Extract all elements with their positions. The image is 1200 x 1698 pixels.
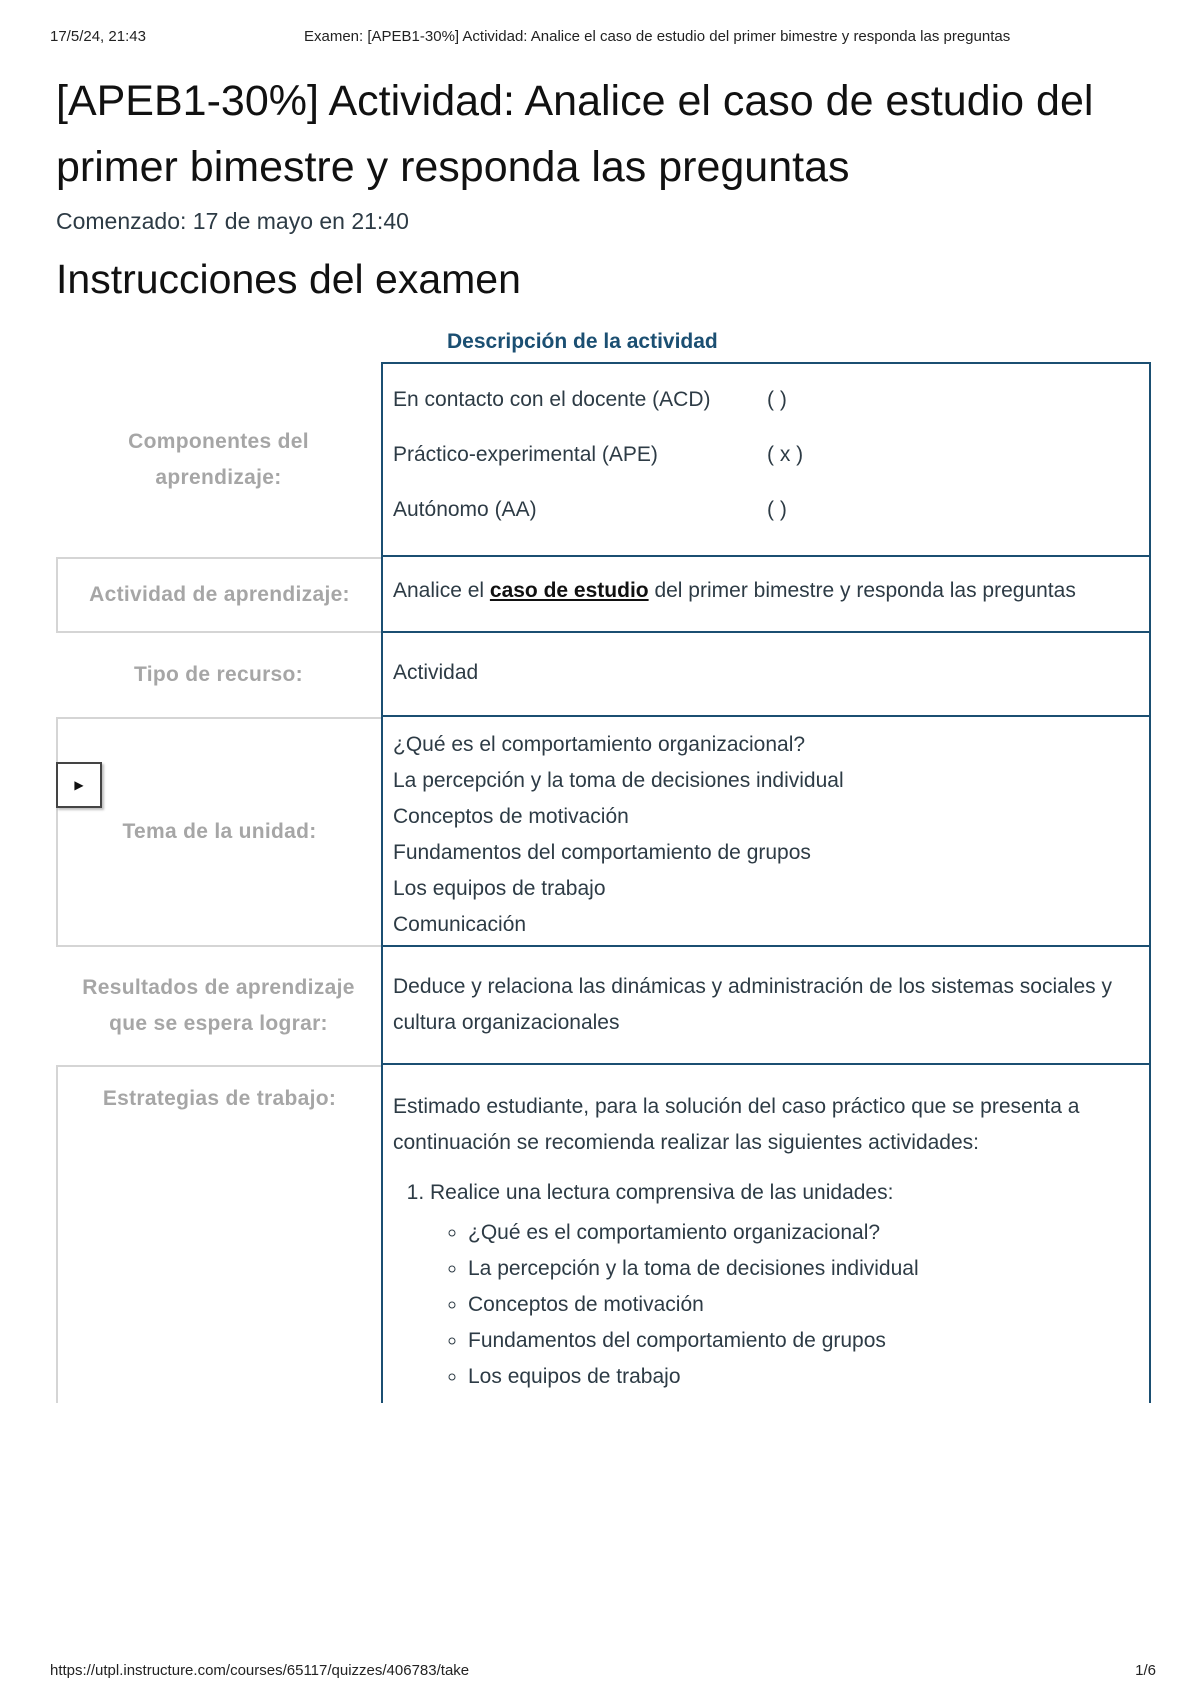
play-button[interactable] [56,762,102,808]
unit-topic-label: Tema de la unidad: [56,717,381,947]
unit-topic-value [381,717,1151,947]
work-strategies-value [381,1065,1151,1403]
learning-activity-text-after: del primer bimestre y responda las preguntas [648,579,1076,602]
resource-type-row [56,633,1151,717]
components-value [381,362,1151,557]
component-name: Autónomo (AA) [393,498,537,521]
quiz-title: [APEB1-30%] Actividad: Analice el caso de estudio del primer bimestre y responda las preguntas [56,77,1094,191]
topic-item: ¿Qué es el comportamiento organizacional? [393,733,806,756]
resource-type-label: Tipo de recurso: [134,663,303,686]
topic-item: Conceptos de motivación [393,805,629,828]
expected-results-row [56,947,1151,1065]
learning-activity-row [56,557,1151,633]
topic-item: Fundamentos del comportamiento de grupos [393,841,811,864]
work-steps-list [393,1175,1137,1395]
play-triangle-icon: ▶ [74,778,84,792]
unit-reading-item: ◦ Los equipos de trabajo [468,1359,1137,1395]
component-name: Práctico-experimental (APE) [393,443,658,466]
print-page-title: Examen: [APEB1-30%] Actividad: Analice el caso de estudio del primer bimestre y responda las preguntas [304,28,1011,45]
started-timestamp: Comenzado: 17 de mayo en 21:40 [56,208,409,234]
work-strategies-intro: Estimado estudiante, para la solución del caso práctico que se presenta a continuación se recomienda realizar las siguientes actividades: [393,1095,1080,1154]
component-ape [393,437,1137,473]
unit-reading-item: ◦ Fundamentos del comportamiento de grupos [468,1323,1137,1359]
instructions-heading: Instrucciones del examen [56,256,521,302]
work-strategies-row [56,1065,1151,1403]
component-mark: ( x ) [767,443,804,466]
expected-results-label: Resultados de aprendizaje que se espera lograr: [82,976,355,1035]
unit-reading-list [430,1215,1137,1395]
activity-table [56,362,1151,1403]
component-mark: ( ) [767,388,787,411]
learning-activity-value [381,557,1151,633]
expected-results-value: Deduce y relaciona las dinámicas y administración de los sistemas sociales y cultura organizacionales [381,947,1151,1065]
topic-item: La percepción y la toma de decisiones individual [393,769,844,792]
work-strategies-label: Estrategias de trabajo: [56,1065,381,1403]
print-page-number: 1/6 [1135,1662,1156,1679]
component-name: En contacto con el docente (ACD) [393,388,711,411]
work-step-text: Realice una lectura comprensiva de las unidades: [430,1181,894,1204]
resource-type-value: Actividad [381,633,1151,717]
activity-description-heading: Descripción de la actividad [447,330,718,353]
components-label: Componentes del aprendizaje: [128,429,309,489]
work-step [430,1175,1137,1395]
component-mark: ( ) [767,498,787,521]
learning-activity-label: Actividad de aprendizaje: [56,557,381,633]
component-acd [393,382,1137,418]
case-study-link[interactable]: caso de estudio [489,579,649,602]
print-date: 17/5/24, 21:43 [50,28,146,45]
print-url: https://utpl.instructure.com/courses/65117/quizzes/406783/take [50,1662,470,1679]
component-aa [393,492,1137,528]
topic-item: Los equipos de trabajo [393,877,606,900]
unit-reading-item: ◦ La percepción y la toma de decisiones individual [468,1251,1137,1287]
topic-item: Comunicación [393,913,527,936]
learning-activity-text-before: Analice el [393,579,490,602]
unit-reading-item: ◦ ¿Qué es el comportamiento organizacional? [468,1215,1137,1251]
components-row [56,362,1151,557]
unit-reading-item: ◦ Conceptos de motivación [468,1287,1137,1323]
unit-topic-row [56,717,1151,947]
